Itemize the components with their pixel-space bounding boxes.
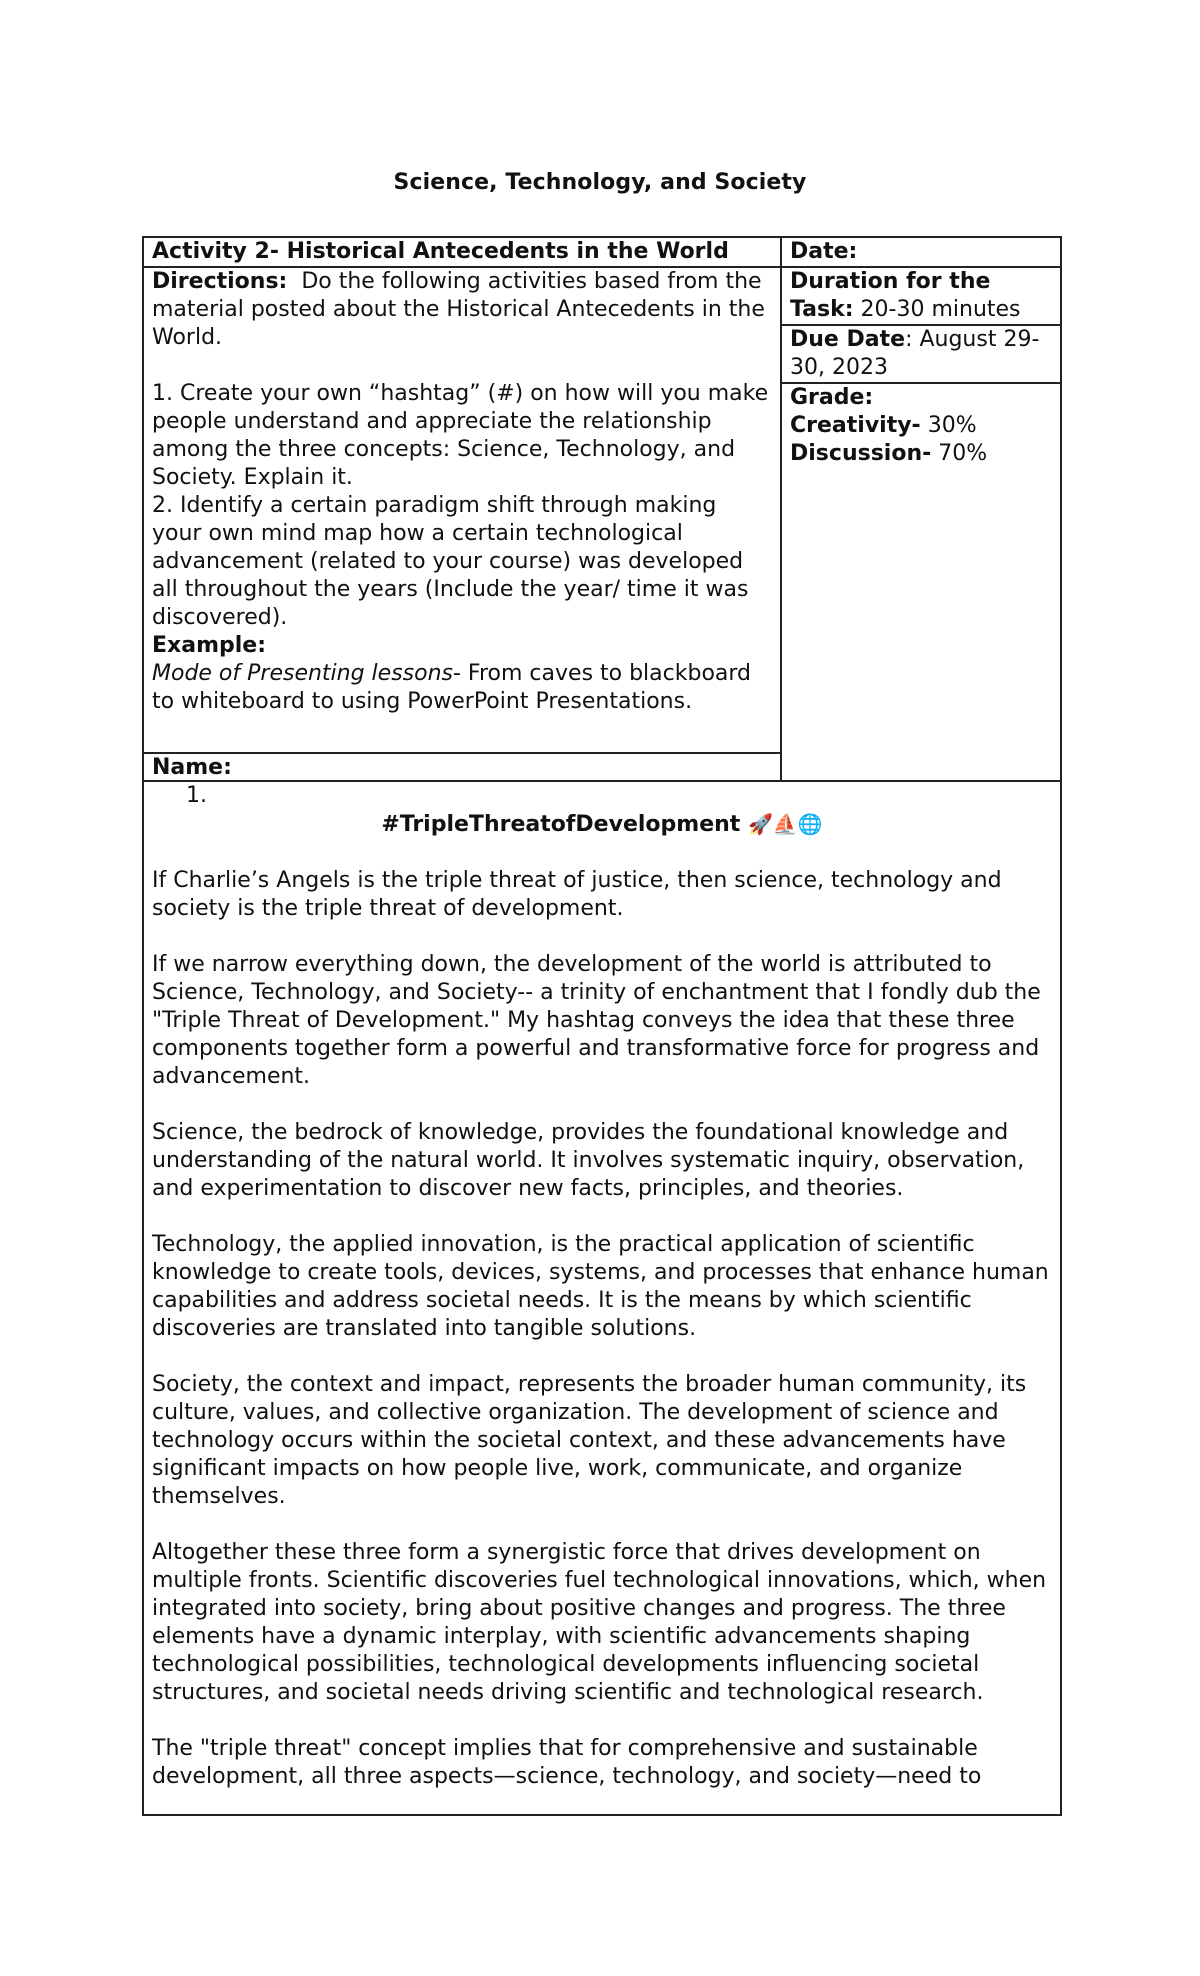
hashtag-title bbox=[152, 810, 1052, 839]
name-label: Name: bbox=[152, 755, 232, 780]
page-title: Science, Technology, and Society bbox=[393, 170, 807, 195]
paragraph: The "triple threat" concept implies that for comprehensive and sustainable development, all three aspects—science, technology, and society—need to bbox=[152, 1736, 982, 1789]
creativity-value: 30% bbox=[920, 413, 977, 438]
example-italic: Mode of Presenting lessons bbox=[152, 661, 453, 686]
paragraph: Altogether these three form a synergistic force that drives development on multiple fronts. Scientific discoveries fuel technological innovations, which, when integrated into society, bring about positive changes and progress. The three elements have a dynamic interplay, with scientific advancements shaping technological possibilities, technological developments influencing societal structures, and societal needs driving scientific and technological research. bbox=[152, 1540, 1047, 1705]
duration-value: 20-30 minutes bbox=[853, 297, 1021, 322]
discussion-label: Discussion- bbox=[790, 441, 932, 466]
answer-cell bbox=[144, 782, 1052, 1814]
instruction-item-1: 1. Create your own “hashtag” (#) on how will you make people understand and appreciate the relationship among the three concepts: Science, Technology, and Society. Explain it. bbox=[152, 381, 769, 490]
paragraph: Society, the context and impact, represents the broader human community, its culture, values, and collective organization. The development of science and technology occurs within the societal context, and these advancements have significant impacts on how people live, work, communicate, and organize themselves. bbox=[152, 1372, 1027, 1509]
discussion-line bbox=[790, 440, 1052, 468]
example bbox=[152, 660, 772, 716]
directions bbox=[152, 268, 772, 352]
example-text: - From caves to blackboard to whiteboard to using PowerPoint Presentations. bbox=[152, 661, 752, 714]
paragraph: Science, the bedrock of knowledge, provides the foundational knowledge and understanding of the natural world. It involves systematic inquiry, observation, and experimentation to discover new facts, principles, and theories. bbox=[152, 1120, 1025, 1201]
duration-cell bbox=[782, 268, 1052, 324]
activity-title: Activity 2- Historical Antecedents in the World bbox=[152, 239, 729, 264]
date-label: Date: bbox=[790, 239, 858, 264]
paragraph: If we narrow everything down, the development of the world is attributed to Science, Technology, and Society-- a trinity of enchantment that I fondly dub the "Triple Threat of Development." My hashtag conveys the idea that these three components together form a powerful and transformative force for progress and advancement. bbox=[152, 952, 1041, 1089]
example-label: Example: bbox=[152, 633, 266, 658]
directions-text: Do the following activities based from the material posted about the Historical Antecedents in the World. bbox=[152, 269, 772, 350]
directions-cell bbox=[144, 268, 772, 752]
due-date-label: Due Date bbox=[790, 327, 906, 352]
paragraph: If Charlie’s Angels is the triple threat of justice, then science, technology and society is the triple threat of development. bbox=[152, 868, 1002, 921]
due-date-cell bbox=[782, 326, 1052, 382]
duration-label: Duration for the Task: bbox=[790, 269, 991, 322]
answer-number: 1. bbox=[186, 783, 207, 808]
creativity-line bbox=[790, 412, 1052, 440]
activity-table bbox=[142, 236, 1062, 1816]
directions-label: Directions: bbox=[152, 269, 288, 294]
paragraph: Technology, the applied innovation, is the practical application of scientific knowledge to create tools, devices, systems, and processes that enhance human capabilities and address societal needs. It is the means by which scientific discoveries are translated into tangible solutions. bbox=[152, 1232, 1049, 1341]
due-date-value: : August 29-30, 2023 bbox=[790, 327, 1040, 380]
rocket-sailboat-globe-icons: 🚀⛵🌐 bbox=[747, 812, 823, 836]
grade-cell bbox=[782, 384, 1052, 780]
hashtag: #TripleThreatofDevelopment bbox=[381, 812, 741, 837]
creativity-label: Creativity- bbox=[790, 413, 921, 438]
grade-label: Grade: bbox=[790, 385, 874, 410]
discussion-value: 70% bbox=[931, 441, 988, 466]
instruction-item-2: 2. Identify a certain paradigm shift through making your own mind map how a certain technological advancement (related to your course) was developed all throughout the years (Include the year/ time it was discovered). bbox=[152, 493, 749, 630]
